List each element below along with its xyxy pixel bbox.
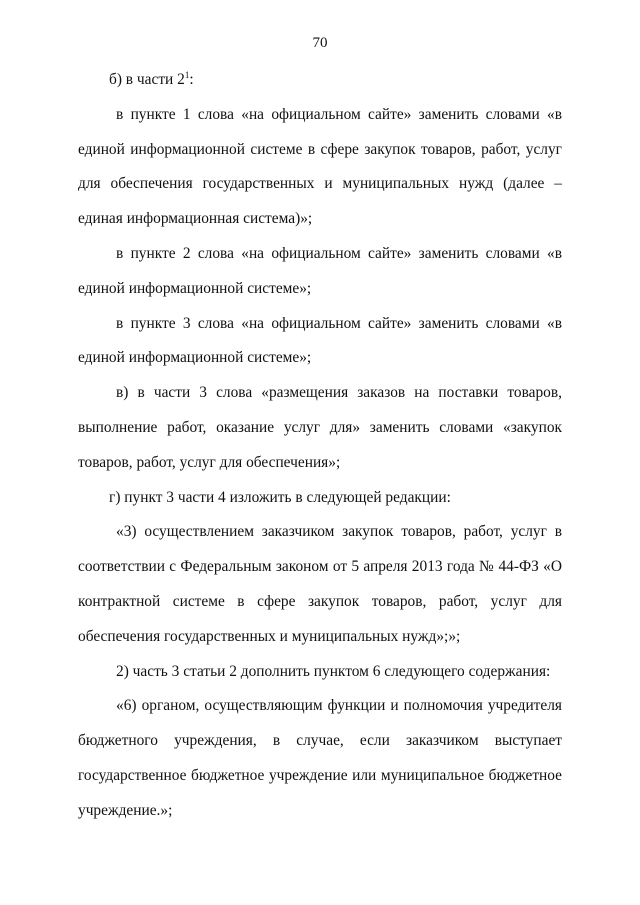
paragraph-quote-3: «3) осуществлением заказчиком закупок товаров, работ, услуг в соответствии с Федеральным законом от 5 апреля 2013 года № 44-ФЗ «О контрактной системе в сфере закупок товаров, работ, услуг для обеспечения государственных и муниципальных нужд»;»; xyxy=(78,523,562,645)
paragraph-article-2: 2) часть 3 статьи 2 дополнить пунктом 6 следующего содержания: xyxy=(116,662,551,680)
paragraph-quote-6: «6) органом, осуществляющим функции и полномочия учредителя бюджетного учреждения, в случае, если заказчиком выступает государственное бюджетное учреждение или муниципальное бюджетное учреждение.»; xyxy=(78,697,562,819)
paragraph-amendment-b-text: б) в части 2 xyxy=(109,71,185,88)
paragraph-amendment-g: г) пункт 3 части 4 изложить в следующей редакции: xyxy=(109,488,451,506)
paragraph-point-1: в пункте 1 слова «на официальном сайте» заменить словами «в единой информационной системе в сфере закупок товаров, работ, услуг для обеспечения государственных и муниципальных нужд (далее – единая информационная система)»; xyxy=(78,105,562,228)
document-body xyxy=(78,63,562,829)
paragraph-amendment-b xyxy=(78,63,562,98)
paragraph-point-2: в пункте 2 слова «на официальном сайте» заменить словами «в единой информационной системе»; xyxy=(78,244,562,297)
page-number: 70 xyxy=(312,35,328,51)
superscript-1: 1 xyxy=(184,70,190,80)
paragraph-point-3: в пункте 3 слова «на официальном сайте» заменить словами «в единой информационной системе»; xyxy=(78,314,562,367)
paragraph-amendment-v: в) в части 3 слова «размещения заказов на поставки товаров, выполнение работ, оказание услуг для» заменить словами «закупок товаров, работ, услуг для обеспечения»; xyxy=(78,384,562,471)
paragraph-amendment-b-colon: : xyxy=(189,71,194,88)
